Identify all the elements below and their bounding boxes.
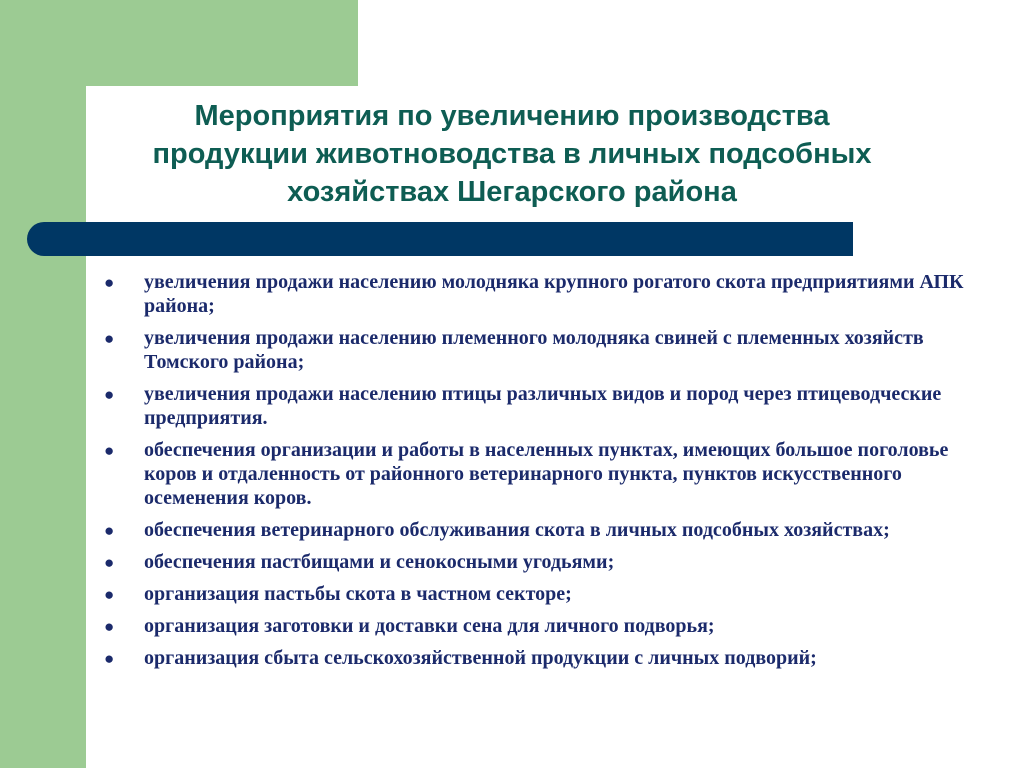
bullet-icon: ●: [104, 649, 115, 668]
list-item-text: обеспечения пастбищами и сенокосными угодьями;: [144, 551, 615, 573]
list-item-text: увеличения продажи населению молодняка крупного рогатого скота предприятиями АПК района;: [144, 271, 964, 317]
bullet-icon: ●: [104, 521, 115, 540]
bullet-list: [100, 270, 1000, 678]
bullet-icon: ●: [104, 385, 115, 404]
bullet-icon: ●: [104, 273, 115, 292]
title-divider-bar: [27, 222, 853, 256]
list-item: [100, 326, 1000, 374]
bullet-icon: ●: [104, 329, 115, 348]
bullet-icon: ●: [104, 617, 115, 636]
list-item-text: организация сбыта сельскохозяйственной продукции с личных подворий;: [144, 647, 817, 669]
list-item: [100, 270, 1000, 318]
list-item-text: организация заготовки и доставки сена для личного подворья;: [144, 615, 715, 637]
list-item-text: обеспечения ветеринарного обслуживания скота в личных подсобных хозяйствах;: [144, 519, 890, 541]
title-line-1: Мероприятия по увеличению производства: [194, 100, 830, 132]
slide-title: [110, 97, 914, 211]
green-side-panel: [0, 0, 86, 768]
list-item: [100, 614, 1000, 638]
bullet-icon: ●: [104, 585, 115, 604]
title-line-2: продукции животноводства в личных подсобных: [152, 138, 872, 170]
list-item: [100, 582, 1000, 606]
list-item-text: обеспечения организации и работы в населенных пунктах, имеющих большое поголовье коров и отдаленность от районного ветеринарного пункта, пунктов искусственного осеменения коров.: [144, 439, 949, 509]
list-item-text: организация пастьбы скота в частном секторе;: [144, 583, 572, 605]
green-top-panel: [0, 0, 358, 86]
list-item: [100, 550, 1000, 574]
list-item-text: увеличения продажи населению племенного молодняка свиней с племенных хозяйств Томского района;: [144, 327, 924, 373]
list-item: [100, 382, 1000, 430]
list-item: [100, 518, 1000, 542]
title-line-3: хозяйствах Шегарского района: [287, 176, 737, 208]
list-item: [100, 646, 1000, 670]
bullet-icon: ●: [104, 441, 115, 460]
list-item-text: увеличения продажи населению птицы различных видов и пород через птицеводческие предприятия.: [144, 383, 942, 429]
bullet-icon: ●: [104, 553, 115, 572]
list-item: [100, 438, 1000, 510]
